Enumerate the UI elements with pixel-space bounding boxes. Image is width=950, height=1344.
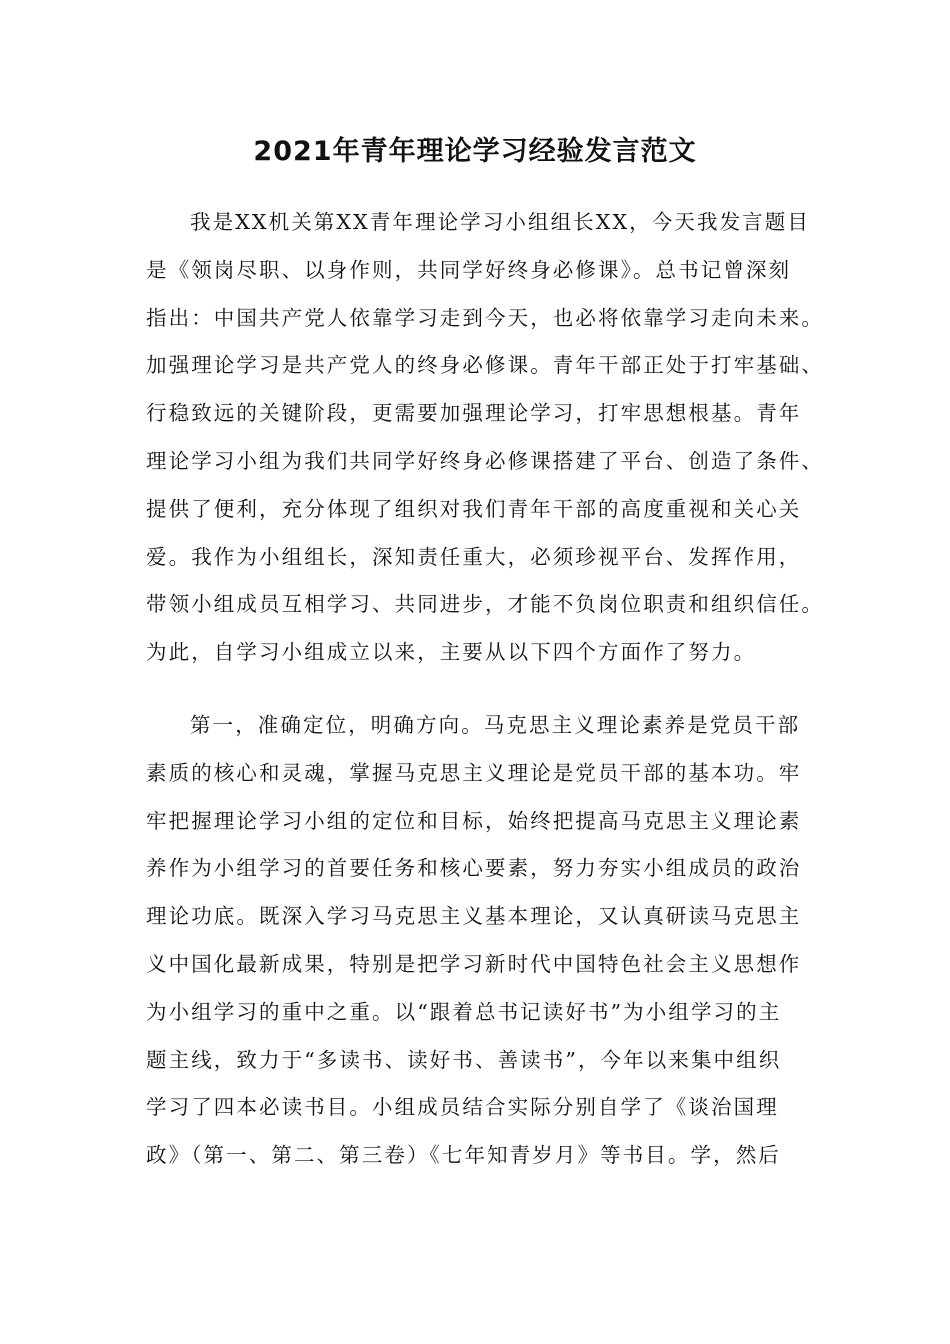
- paragraph-line: 牢把握理论学习小组的定位和目标，始终把提高马克思主义理论素: [146, 808, 802, 833]
- paragraph-line: 为小组学习的重中之重。以“跟着总书记读好书”为小组学习的主: [146, 999, 782, 1024]
- paragraph-line: 行稳致远的关键阶段，更需要加强理论学习，打牢思想根基。青年: [146, 401, 802, 426]
- paragraph-spacer: [146, 677, 810, 702]
- paragraph-line: 我是XX机关第XX青年理论学习小组组长XX，今天我发言题目: [190, 210, 810, 234]
- paragraph-line: 为此，自学习小组成立以来，主要从以下四个方面作了努力。: [146, 640, 757, 665]
- paragraph-line: 题主线，致力于“多读书、读好书、善读书”，今年以来集中组织: [146, 1047, 782, 1072]
- paragraph-first-point: [146, 702, 810, 1180]
- paragraph-line: 理论学习小组为我们共同学好终身必修课搭建了平台、创造了条件、: [146, 448, 824, 473]
- paragraph-line: 理论功底。既深入学习马克思主义基本理论，又认真研读马克思主: [146, 904, 802, 929]
- paragraph-line: 义中国化最新成果，特别是把学习新时代中国特色社会主义思想作: [146, 951, 802, 976]
- paragraph-line: 养作为小组学习的首要任务和核心要素，努力夯实小组成员的政治: [146, 856, 802, 881]
- document-body: [146, 199, 824, 1180]
- paragraph-line: 政》（第一、第二、第三卷）《七年知青岁月》等书目。学，然后: [146, 1143, 781, 1168]
- paragraph-line: 爱。我作为小组组长，深知责任重大，必须珍视平台、发挥作用，: [146, 544, 802, 569]
- paragraph-line: 加强理论学习是共产党人的终身必修课。青年干部正处于打牢基础、: [146, 353, 824, 378]
- paragraph-line: 学习了四本必读书目。小组成员结合实际分别自学了《谈治国理: [146, 1095, 779, 1120]
- paragraph-line: 是《领岗尽职、以身作则，共同学好终身必修课》。总书记曾深刻: [146, 257, 792, 282]
- paragraph-line: 指出：中国共产党人依靠学习走到今天，也必将依靠学习走向未来。: [146, 305, 824, 330]
- document-title: 2021年青年理论学习经验发言范文: [253, 136, 697, 167]
- paragraph-line: 提供了便利，充分体现了组织对我们青年干部的高度重视和关心关: [146, 496, 802, 521]
- paragraph-line: 素质的核心和灵魂，掌握马克思主义理论是党员干部的基本功。牢: [146, 760, 802, 785]
- paragraph-line: 带领小组成员互相学习、共同进步，才能不负岗位职责和组织信任。: [146, 592, 824, 617]
- paragraph-line: 第一，准确定位，明确方向。马克思主义理论素养是党员干部: [190, 712, 801, 737]
- paragraph-intro: [146, 199, 824, 677]
